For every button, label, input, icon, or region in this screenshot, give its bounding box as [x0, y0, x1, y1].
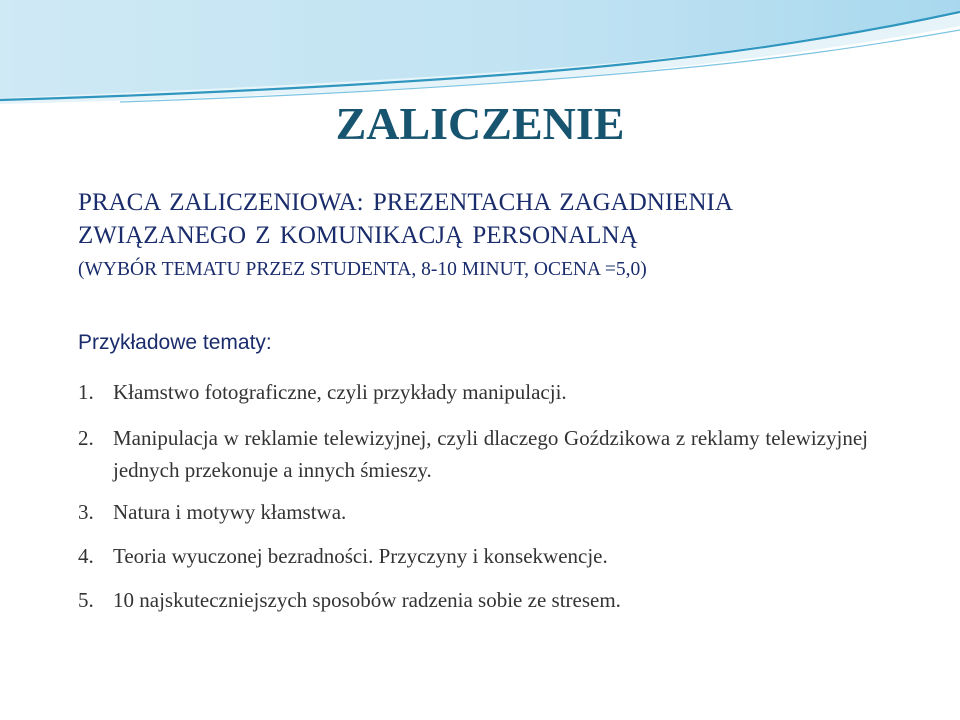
topic-item-2: [78, 422, 868, 486]
topic-text: Manipulacja w reklamie telewizyjnej, czyli dlaczego Goździkowa z reklamy telewizyjnej jednych przekonuje a innych śmieszy.: [113, 426, 868, 482]
slide-title: ZALICZENIE: [335, 98, 625, 149]
topic-number: 4.: [78, 544, 94, 568]
assignment-heading: PRACA ZALICZENIOWA: PREZENTACHA ZAGADNIENIA ZWIĄZANEGO Z KOMUNIKACJĄ PERSONALNĄ: [78, 189, 732, 249]
topics-intro-label: Przykładowe tematy: [78, 331, 266, 354]
topic-number: 5.: [78, 588, 94, 612]
wave-light-band: [0, 0, 960, 100]
topic-number: 2.: [78, 426, 94, 450]
topic-text: Natura i motywy kłamstwa.: [113, 500, 347, 524]
topic-number: 1.: [78, 380, 94, 404]
assignment-details: (WYBÓR TEMATU PRZEZ STUDENTA, 8-10 MINUT, OCENA =5,0): [78, 259, 647, 280]
topic-item-4: [78, 540, 868, 572]
topic-text: 10 najskuteczniejszych sposobów radzenia sobie ze stresem.: [113, 588, 621, 612]
topic-item-1: [78, 376, 868, 408]
topics-intro: [78, 328, 272, 358]
topic-item-3: [78, 496, 868, 528]
topic-number: 3.: [78, 500, 94, 524]
topic-item-5: [78, 584, 868, 616]
topics-intro-colon: :: [265, 331, 272, 354]
topic-text: Teoria wyuczonej bezradności. Przyczyny i konsekwencje.: [113, 544, 608, 568]
topic-text: Kłamstwo fotograficzne, czyli przykłady manipulacji.: [113, 380, 567, 404]
